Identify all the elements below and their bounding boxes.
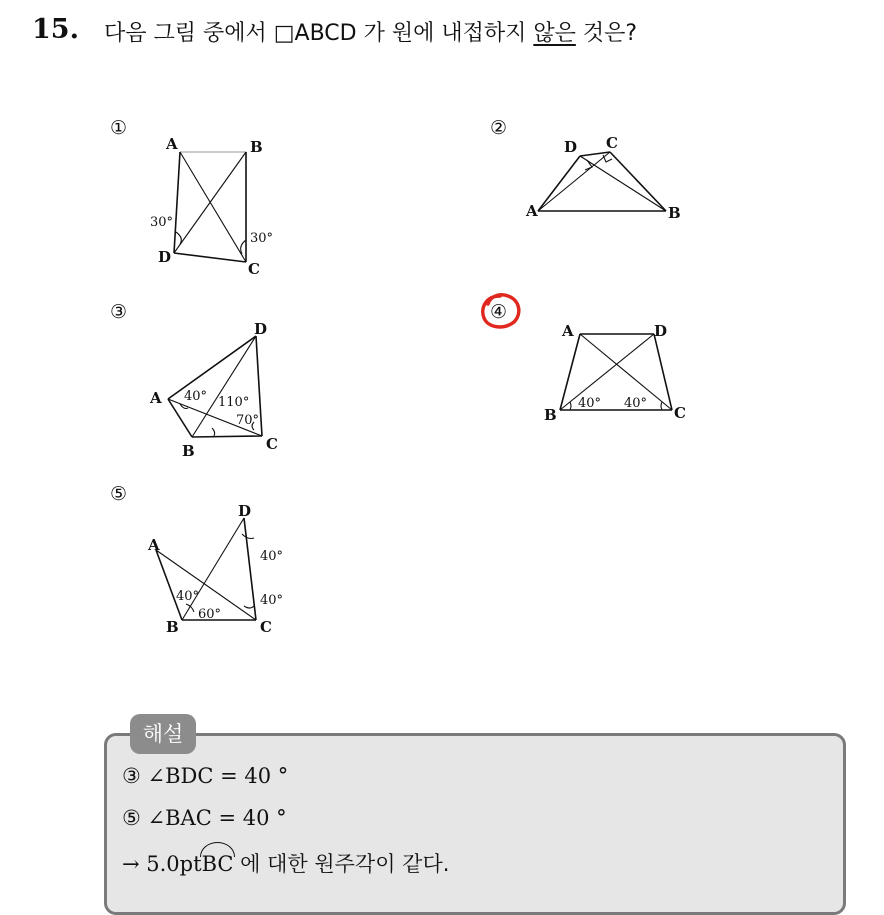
option-1-angle-c: 30° xyxy=(250,231,274,246)
option-2-label-a: A xyxy=(526,202,538,220)
option-4-label-b: B xyxy=(544,406,557,424)
option-2-figure[interactable] xyxy=(484,112,704,232)
solution-tag: 해설 xyxy=(130,714,196,754)
option-3-angle-mid: 110° xyxy=(218,395,250,410)
option-3-label-b: B xyxy=(182,442,195,460)
question-number: 15. xyxy=(32,14,79,45)
option-2-label-d: D xyxy=(564,138,578,156)
option-5-angle-a: 40° xyxy=(176,589,200,604)
option-4-label-a: A xyxy=(562,322,574,340)
option-3-label-a: A xyxy=(150,389,162,407)
solution-line-3-suffix: 에 대한 원주각이 같다. xyxy=(233,852,450,876)
option-2-label-b: B xyxy=(668,204,681,222)
option-4-figure[interactable] xyxy=(478,290,698,430)
option-2-marker: ② xyxy=(490,117,508,139)
option-1-label-d: D xyxy=(158,248,172,266)
option-5-angle-b: 60° xyxy=(198,607,222,622)
option-1-angle-d: 30° xyxy=(150,215,174,230)
solution-line-3 xyxy=(122,848,449,878)
option-3-marker: ③ xyxy=(110,301,128,323)
option-1-figure[interactable] xyxy=(104,112,304,282)
option-2-label-c: C xyxy=(606,134,618,152)
option-5-marker: ⑤ xyxy=(110,483,128,505)
option-5-label-b: B xyxy=(166,618,179,636)
option-1-label-b: B xyxy=(250,138,263,156)
option-3-label-c: C xyxy=(266,435,278,453)
question-underlined-word: 않은 xyxy=(533,21,576,46)
option-3-figure[interactable] xyxy=(104,296,304,466)
solution-line-2: ⑤ ∠BAC = 40 ° xyxy=(122,806,287,830)
solution-line-1: ③ ∠BDC = 40 ° xyxy=(122,764,289,788)
option-3-angle-c: 70° xyxy=(236,413,260,428)
option-5-label-d: D xyxy=(238,502,252,520)
option-3-angle-a: 40° xyxy=(184,389,208,404)
option-4-marker: ④ xyxy=(490,301,508,323)
option-5-label-a: A xyxy=(148,536,160,554)
option-5-label-c: C xyxy=(260,618,272,636)
option-5-angle-d: 40° xyxy=(260,549,284,564)
option-1-marker: ① xyxy=(110,117,128,139)
option-5-angle-c: 40° xyxy=(260,593,284,608)
question-text-after: 것은? xyxy=(575,21,638,46)
option-5-figure[interactable] xyxy=(104,478,324,648)
option-1-label-a: A xyxy=(166,135,178,153)
option-1-label-c: C xyxy=(248,260,260,278)
option-4-angle-c: 40° xyxy=(624,396,648,411)
question-text-before: 다음 그림 중에서 □ABCD 가 원에 내접하지 xyxy=(104,21,534,46)
option-3-label-d: D xyxy=(254,320,268,338)
arc-bc: BC xyxy=(201,852,234,876)
question-text xyxy=(104,16,637,47)
solution-line-3-prefix: → 5.0pt xyxy=(122,852,202,876)
option-4-angle-b: 40° xyxy=(578,396,602,411)
option-4-label-c: C xyxy=(674,404,686,422)
option-4-label-d: D xyxy=(654,322,668,340)
